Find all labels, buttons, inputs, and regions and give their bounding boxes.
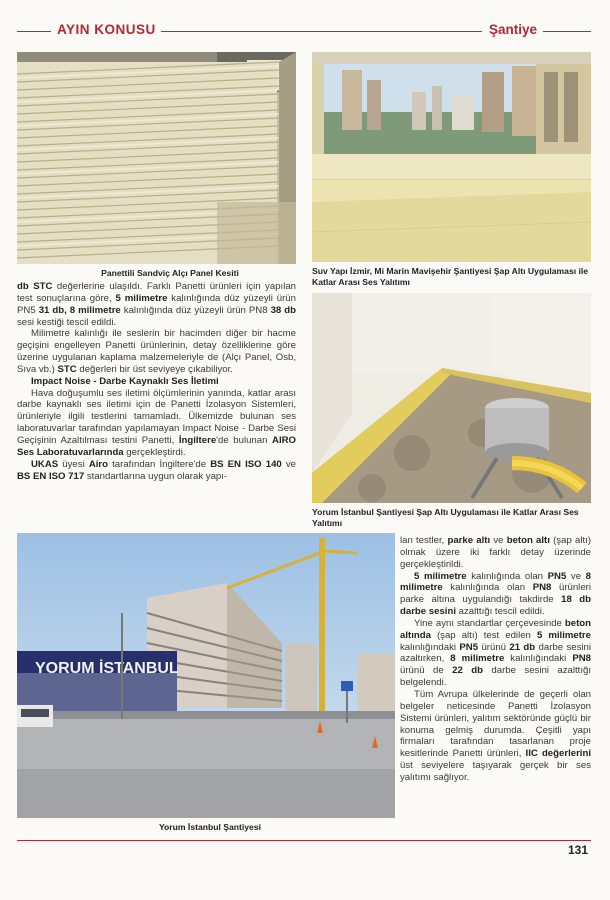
- text: Yine aynı standartlar çerçevesinde: [414, 617, 565, 629]
- text-bold: 31 db, 8 milimetre: [38, 304, 121, 316]
- text: ve: [281, 458, 296, 470]
- text: üst seviyelere taşıyarak gerçek bir ses yalıtımı sağlıyor.: [400, 760, 591, 783]
- caption-photo4: Yorum İstanbul Şantiyesi: [158, 822, 262, 832]
- text-bold: UKAS: [31, 458, 59, 470]
- text: değerleri bir üst seviyeye çıkabiliyor.: [76, 363, 233, 375]
- section-title-left: AYIN KONUSU: [57, 22, 156, 37]
- header-rule-middle: [161, 31, 482, 32]
- header-rule-left: [17, 31, 51, 32]
- text: ürünleri parke altına uygulandığı takdirde: [400, 582, 591, 606]
- text: darbe sesini azaltırken,: [400, 641, 591, 665]
- text-bold: 22 db: [452, 665, 483, 677]
- text-bold: 21 db: [509, 641, 536, 653]
- text: kalınlığında olan: [466, 570, 548, 582]
- text: tarafından İngiltere'de: [108, 458, 211, 470]
- text: üyesi: [58, 458, 89, 470]
- caption-photo1: Panettili Sandviç Alçı Panel Kesiti: [101, 268, 239, 278]
- footer-rule: [17, 840, 591, 841]
- right-paragraph-3: [400, 618, 591, 689]
- text: standartlarına uygun olarak yapı-: [84, 470, 228, 482]
- text: ve: [490, 535, 507, 546]
- photo-sandwich-panel: [17, 52, 296, 264]
- text-bold: 5 milimetre: [536, 629, 591, 641]
- text-bold: PN5: [459, 641, 479, 653]
- left-paragraph-3: [17, 388, 296, 459]
- text: azalttığı tescil edildi.: [456, 606, 545, 618]
- caption-photo3: Yorum İstanbul Şantiyesi Şap Altı Uygulaması ile Katlar Arası Ses Yalıtımı: [312, 507, 579, 528]
- text-bold: PN8: [532, 582, 552, 594]
- text-bold: BS EN ISO 717: [17, 470, 85, 482]
- text-bold: AIRO Ses Laboratuvarlarında: [17, 434, 296, 458]
- text-bold: beton altında: [400, 617, 591, 641]
- caption-photo2: Suv Yapı İzmir, Mi Marin Mavişehir Şantiyesi Şap Altı Uygulaması ile Katlar Arası Ses Yalıtımı: [312, 266, 589, 287]
- text: sesi kestiği tescil edildi.: [17, 316, 117, 328]
- text-bold: 5 milimetre: [414, 570, 467, 582]
- left-column-text: [17, 281, 296, 482]
- text: lan testler,: [400, 535, 448, 546]
- text-bold: 8 milimetre: [400, 570, 591, 594]
- text-bold: Airo: [88, 458, 109, 470]
- text-bold: PN5: [547, 570, 567, 582]
- right-paragraph-1: [400, 535, 591, 571]
- text-bold: db STC: [17, 281, 53, 292]
- text: darbe sesini azalttığı belgelendi.: [400, 665, 591, 689]
- photo-yorum-istanbul-site: [17, 533, 395, 818]
- text-bold: beton altı: [506, 535, 550, 546]
- sign-yorum-istanbul: YORUM İSTANBUL: [35, 660, 179, 677]
- text: kalınlığındaki: [504, 653, 573, 665]
- left-paragraph-4: [17, 459, 296, 483]
- text-bold: 5 milimetre: [115, 292, 168, 304]
- page-number: 131: [568, 843, 589, 857]
- text: kalınlığında düz yüzeyli ürün PN5: [17, 292, 296, 316]
- text: kalınlığında olan: [442, 582, 533, 594]
- text-bold: PN8: [572, 653, 591, 665]
- right-paragraph-4: [400, 689, 591, 784]
- text: (şap altı) test edilen: [430, 629, 537, 641]
- text-bold: İngiltere: [178, 434, 217, 446]
- right-column-text: [400, 535, 591, 784]
- text-bold: parke altı: [447, 535, 491, 546]
- left-paragraph-2: [17, 328, 296, 375]
- text-bold: 8 milimetre: [450, 653, 505, 665]
- text: Milimetre kalınlığı ile seslerin bir hacimden diğer bir hacme geçişini engelleyen Panetti ürünlerinin, detay özelliklerine göre üzerine uygulanan kaplama malzemeleriyle de (Alçı Panel, Osb, Sıva vb.): [17, 328, 296, 375]
- right-paragraph-2: [400, 571, 591, 618]
- left-paragraph-1: [17, 281, 296, 328]
- photo-yorum-screed: [312, 293, 591, 503]
- text: gerçekleştirdi.: [123, 446, 186, 458]
- text-bold: IIC değerlerini: [525, 748, 591, 760]
- photo-mavisehir-screed: [312, 52, 591, 262]
- text-bold: BS EN ISO 140: [210, 458, 282, 470]
- text: ve: [566, 570, 586, 582]
- section-title-right: Şantiye: [489, 22, 538, 37]
- text-bold: STC: [57, 363, 77, 375]
- text: Hava doğuşumlu ses iletimi ölçümlerinin yanında, katlar arası darbe kaynaklı ses iletimi için de Panetti İzolasyon Sistemleri, ürünleriyle ilgili testlerini tamamladı. Ülkemizde bulunan ses laboratuvarlar tarafından yapılamayan Impact Noise - Darbe Sesi Geçişinin Azaltılması testini Panetti,: [17, 387, 296, 446]
- text-bold: 38 db: [270, 304, 296, 316]
- text: ürünü: [478, 641, 510, 653]
- text: Tüm Avrupa ülkelerinde de geçerli olan belgeler neticesinde Panetti İzolasyon Sistemi ürünleri, yalıtım sektöründe güçlü bir konuma gelmiş durumda. Çeşitli yapı firmaları tarafından tasarlanan proje kesitlerinde Panetti ürünleri,: [400, 688, 591, 760]
- header-rule-right: [543, 31, 591, 32]
- text: ürünü de: [400, 665, 453, 677]
- text: 'de bulunan: [216, 434, 273, 446]
- text: değerlerine ulaşıldı. Farklı Panetti ürünleri için yapılan test sonuçlarına göre,: [17, 281, 296, 304]
- section-heading-impact-noise: Impact Noise - Darbe Kaynaklı Ses İletimi: [31, 375, 219, 387]
- text: kalınlığındaki: [400, 641, 460, 653]
- text: kalınlığında düz yüzeyli ürün PN8: [120, 304, 271, 316]
- text-bold: 18 db darbe sesini: [400, 594, 591, 618]
- text: (şap altı) olmak üzere iki farklı detay üzerinde gerçekleştirildi.: [400, 535, 591, 570]
